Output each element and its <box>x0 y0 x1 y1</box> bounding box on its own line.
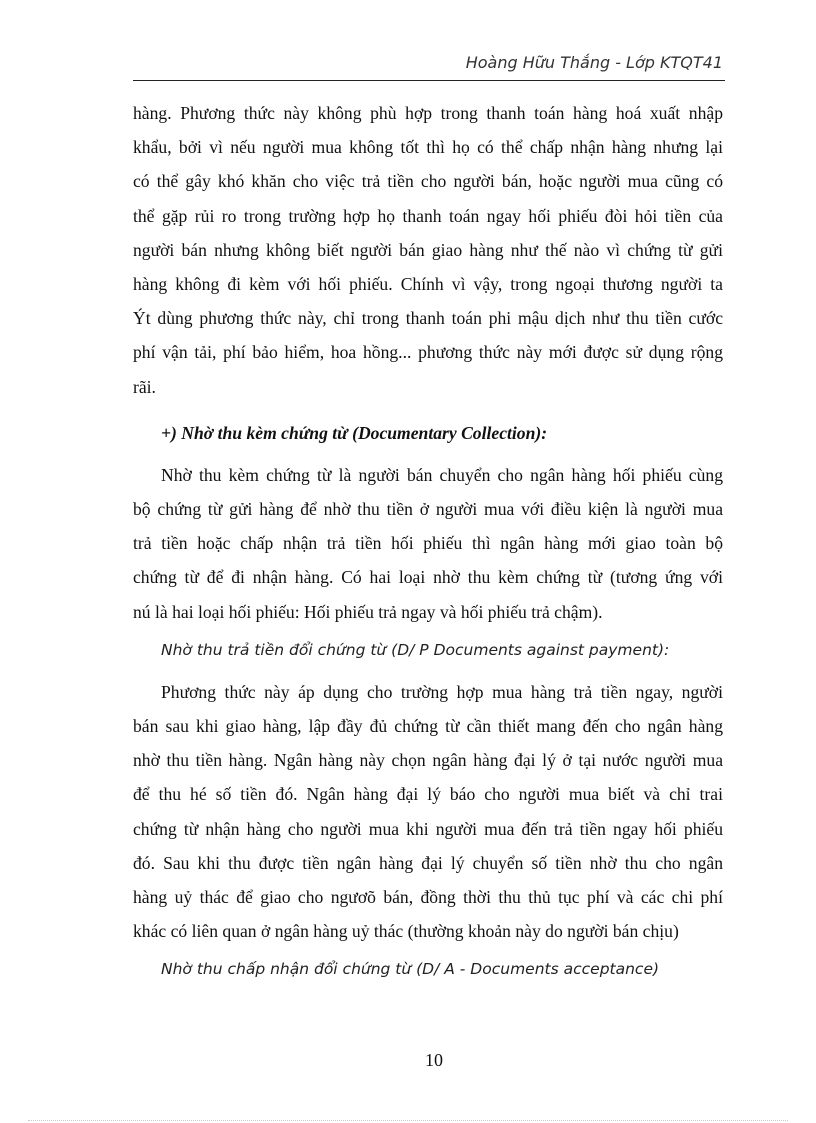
text-line: nú là hai loại hối phiếu: Hối phiếu trả ngay và hối phiếu trả chậm). <box>133 601 603 622</box>
text-line: bán sau khi giao hàng, lập đầy đủ chứng từ cần thiết mang đến cho ngân hàng <box>133 716 723 737</box>
subheading-dp: Nhờ thu trả tiền đổi chứng từ (D/ P Documents against payment): <box>161 640 670 659</box>
text-line: hàng không đi kèm với hối phiếu. Chính vì vậy, trong ngoại thương người ta <box>133 274 723 295</box>
text-line: bộ chứng từ gửi hàng để nhờ thu tiền ở người mua với điều kiện là người mua <box>133 499 723 520</box>
section-paragraph <box>133 458 723 629</box>
text-line: Ýt dùng phương thức này, chỉ trong thanh toán phi mậu dịch như thu tiền cước <box>133 308 723 329</box>
text-line: người bán nhưng không biết người bán giao hàng như thế nào vì chứng từ gửi <box>133 239 723 260</box>
text-line: Nhờ thu kèm chứng từ là người bán chuyển cho ngân hàng hối phiếu cùng <box>161 464 723 485</box>
text-line: thể gặp rủi ro trong trường hợp họ thanh toán ngay hối phiếu đòi hỏi tiền của <box>133 205 723 226</box>
text-line: Phương thức này áp dụng cho trường hợp mua hàng trả tiền ngay, người <box>161 681 723 702</box>
text-line: rãi. <box>133 376 156 397</box>
text-line: để thu hé số tiền đó. Ngân hàng đại lý báo cho người mua biết và chỉ trai <box>133 784 723 805</box>
dp-paragraph <box>133 675 723 949</box>
text-line: chứng từ để đi nhận hàng. Có hai loại nhờ thu kèm chứng từ (tương ứng với <box>133 567 723 588</box>
page-number: 10 <box>425 1050 443 1070</box>
header-title: Hoàng Hữu Thắng - Lớp KTQT41 <box>465 53 723 72</box>
text-line: đó. Sau khi thu được tiền ngân hàng đại lý chuyển số tiền nhờ thu cho ngân <box>133 852 723 873</box>
text-line: khẩu, bởi vì nếu người mua không tốt thì họ có thể chấp nhận hàng nhưng lại <box>133 137 723 158</box>
text-line: chứng từ nhận hàng cho người mua khi người mua đến trả tiền ngay hối phiếu <box>133 818 723 839</box>
page-body <box>133 96 723 986</box>
section-heading: +) Nhờ thu kèm chứng từ (Documentary Collection): <box>161 422 548 443</box>
text-line: hàng. Phương thức này không phù hợp trong thanh toán hàng hoá xuất nhập <box>133 103 723 123</box>
running-header <box>133 50 725 81</box>
footer-divider <box>28 1120 788 1121</box>
text-line: khác có liên quan ở ngân hàng uỷ thác (thường khoản này do người bán chịu) <box>133 921 679 942</box>
subheading-da: Nhờ thu chấp nhận đổi chứng từ (D/ A - Documents acceptance) <box>161 960 660 979</box>
text-line: hàng uỷ thác để giao cho ngươõ bán, đồng thời thu thủ tục phí và các chi phí <box>133 887 723 908</box>
text-line: nhờ thu tiền hàng. Ngân hàng này chọn ngân hàng đại lý ở tại nước người mua <box>133 750 723 771</box>
text-line: trả tiền hoặc chấp nhận trả tiền hối phiếu thì ngân hàng mới giao toàn bộ <box>133 533 723 554</box>
text-line: phí vận tải, phí bảo hiểm, hoa hồng... phương thức này mới được sử dụng rộng <box>133 342 723 363</box>
intro-paragraph <box>133 96 723 404</box>
text-line: có thể gây khó khăn cho việc trả tiền cho người bán, hoặc người mua cũng có <box>133 171 723 192</box>
